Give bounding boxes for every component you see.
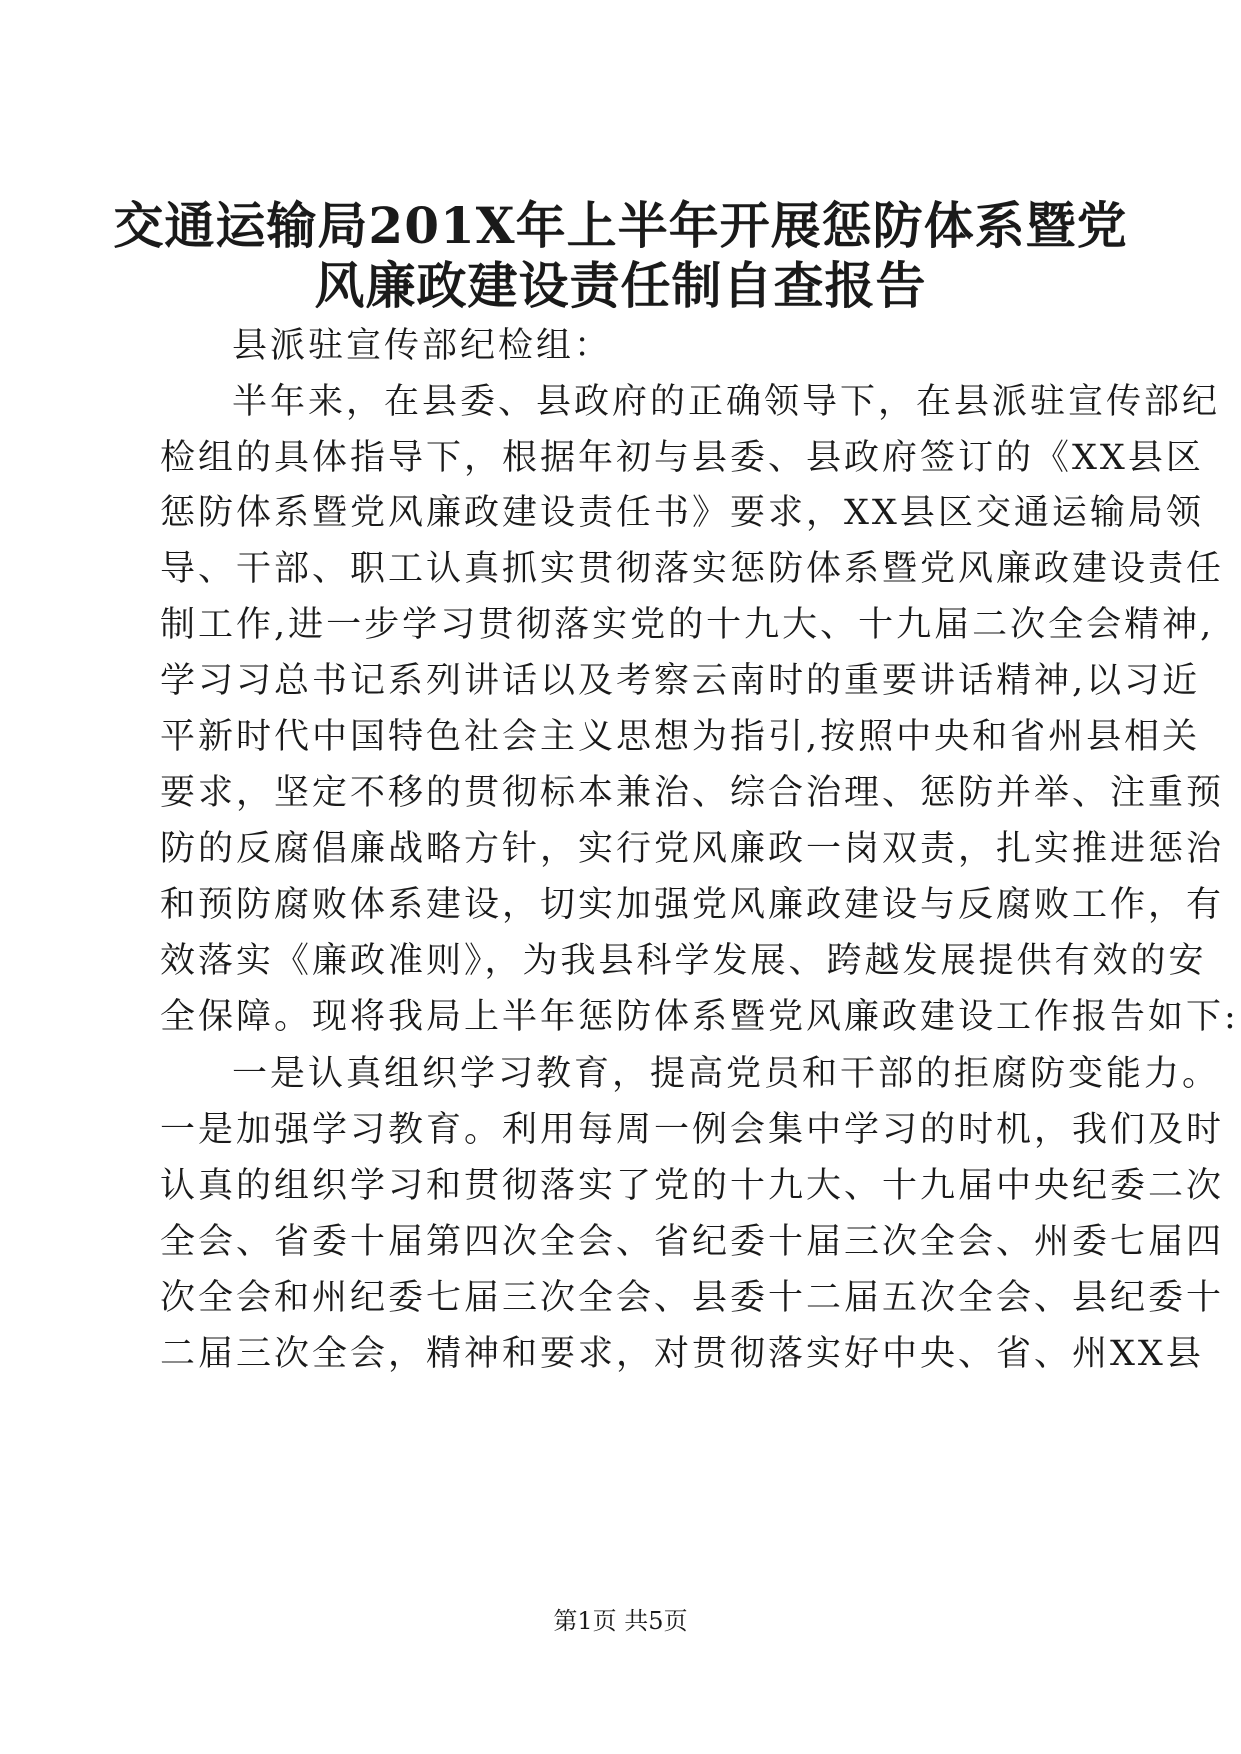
body-line: 半年来，在县委、县政府的正确领导下，在县派驻宣传部纪 <box>232 382 1221 422</box>
document-title-line-1: 交通运输局201X年上半年开展惩防体系暨党 <box>113 196 1128 255</box>
body-line: 次全会和州纪委七届三次全会、县委十二届五次全会、县纪委十 <box>160 1278 1225 1318</box>
page-footer: 第1页 共5页 <box>553 1607 688 1635</box>
body-line: 全会、省委十届第四次全会、省纪委十届三次全会、州委七届四 <box>160 1222 1225 1262</box>
body-line: 要求，坚定不移的贯彻标本兼治、综合治理、惩防并举、注重预 <box>160 773 1225 813</box>
body-line: 学习习总书记系列讲话以及考察云南时的重要讲话精神,以习近 <box>160 661 1201 701</box>
body-line: 效落实《廉政准则》，为我县科学发展、跨越发展提供有效的安 <box>160 941 1207 981</box>
body-line: 平新时代中国特色社会主义思想为指引,按照中央和省州县相关 <box>160 717 1201 757</box>
body-line: 制工作,进一步学习贯彻落实党的十九大、十九届二次全会精神, <box>160 605 1215 645</box>
body-line: 导、干部、职工认真抓实贯彻落实惩防体系暨党风廉政建设责任 <box>160 549 1225 589</box>
body-line: 和预防腐败体系建设，切实加强党风廉政建设与反腐败工作，有 <box>160 885 1225 925</box>
document-title-line-2: 风廉政建设责任制自查报告 <box>314 256 927 315</box>
body-line: 认真的组织学习和贯彻落实了党的十九大、十九届中央纪委二次 <box>160 1166 1225 1206</box>
body-line: 防的反腐倡廉战略方针，实行党风廉政一岗双责，扎实推进惩治 <box>160 829 1225 869</box>
body-line: 一是加强学习教育。利用每周一例会集中学习的时机，我们及时 <box>160 1110 1225 1150</box>
body-line: 惩防体系暨党风廉政建设责任书》要求，XX县区交通运输局领 <box>160 493 1204 533</box>
body-line: 全保障。现将我局上半年惩防体系暨党风廉政建设工作报告如下: <box>160 997 1239 1037</box>
body-line: 一是认真组织学习教育，提高党员和干部的拒腐防变能力。 <box>232 1054 1221 1094</box>
body-line: 检组的具体指导下，根据年初与县委、县政府签订的《XX县区 <box>160 438 1204 478</box>
salutation: 县派驻宣传部纪检组： <box>232 326 613 366</box>
body-line: 二届三次全会，精神和要求，对贯彻落实好中央、省、州XX县 <box>160 1334 1204 1374</box>
